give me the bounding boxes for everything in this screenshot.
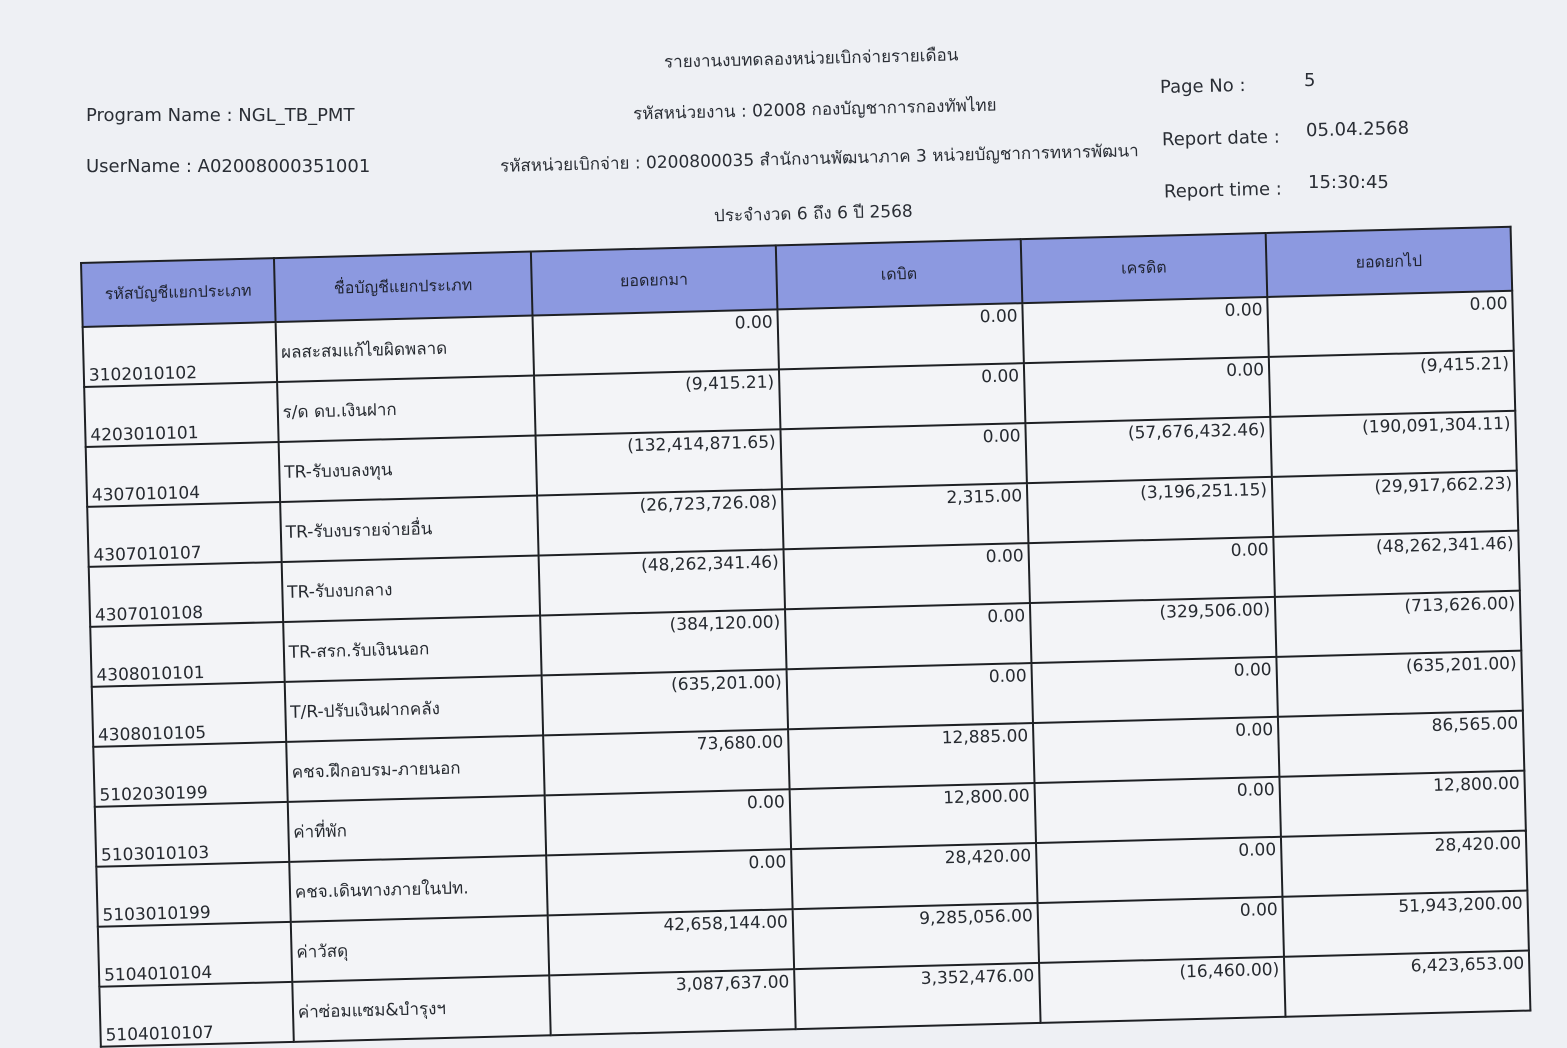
cell-credit: 0.00 bbox=[1022, 297, 1268, 363]
table-body bbox=[83, 291, 1531, 1047]
cell-closing-balance: (9,415.21) bbox=[1269, 351, 1516, 417]
cell-credit: (16,460.00) bbox=[1039, 957, 1285, 1023]
cell-account-name: คชจ.ฝึกอบรม-ภายนอก bbox=[286, 735, 545, 801]
cell-closing-balance: 0.00 bbox=[1267, 291, 1514, 357]
cell-account-code: 5103010103 bbox=[95, 802, 289, 867]
program-name: Program Name : NGL_TB_PMT bbox=[86, 105, 355, 126]
cell-debit: 0.00 bbox=[783, 543, 1029, 609]
cell-debit: 9,285,056.00 bbox=[792, 903, 1038, 969]
cell-account-code: 4307010107 bbox=[87, 502, 281, 567]
cell-debit: 0.00 bbox=[780, 423, 1026, 489]
cell-account-code: 4308010105 bbox=[92, 682, 286, 747]
cell-debit: 0.00 bbox=[785, 603, 1031, 669]
column-header-debit: เดบิต bbox=[776, 239, 1023, 309]
cell-opening-balance: 42,658,144.00 bbox=[548, 909, 794, 975]
cell-opening-balance: 73,680.00 bbox=[543, 729, 789, 795]
cell-account-name: TR-สรก.รับเงินนอก bbox=[283, 615, 542, 681]
report-title: รายงานงบทดลองหน่วยเบิกจ่ายรายเดือน bbox=[663, 45, 959, 73]
cell-opening-balance: 0.00 bbox=[546, 849, 792, 915]
agency-line: รหัสหน่วยงาน : 02008 กองบัญชาการกองทัพไทย bbox=[632, 95, 997, 125]
cell-closing-balance: 28,420.00 bbox=[1281, 831, 1528, 897]
cell-credit: 0.00 bbox=[1031, 657, 1277, 723]
cell-opening-balance: 0.00 bbox=[545, 789, 791, 855]
cell-closing-balance: (29,917,662.23) bbox=[1272, 471, 1519, 537]
cell-opening-balance: 0.00 bbox=[532, 309, 778, 375]
cell-credit: 0.00 bbox=[1024, 357, 1270, 423]
cell-credit: (329,506.00) bbox=[1030, 597, 1276, 663]
cell-opening-balance: (48,262,341.46) bbox=[538, 549, 784, 615]
cell-credit: 0.00 bbox=[1036, 837, 1282, 903]
cell-debit: 0.00 bbox=[779, 363, 1025, 429]
cell-account-code: 4307010104 bbox=[86, 442, 280, 507]
cell-closing-balance: (713,626.00) bbox=[1275, 591, 1522, 657]
cell-opening-balance: 3,087,637.00 bbox=[549, 969, 795, 1035]
cell-account-code: 5102030199 bbox=[93, 742, 287, 807]
cell-closing-balance: 12,800.00 bbox=[1279, 771, 1526, 837]
cell-account-name: ค่าที่พัก bbox=[288, 795, 547, 861]
cell-account-code: 3102010102 bbox=[83, 322, 277, 387]
cell-account-name: TR-รับงบกลาง bbox=[281, 555, 540, 621]
report-time-value: 15:30:45 bbox=[1308, 172, 1389, 193]
column-header-opening-balance: ยอดยกมา bbox=[531, 245, 778, 315]
trial-balance-table bbox=[80, 226, 1531, 1048]
cell-opening-balance: (635,201.00) bbox=[541, 669, 787, 735]
cell-account-name: คชจ.เดินทางภายในปท. bbox=[289, 855, 548, 921]
cell-debit: 12,800.00 bbox=[789, 783, 1035, 849]
cell-debit: 3,352,476.00 bbox=[794, 963, 1040, 1029]
period-line: ประจำงวด 6 ถึง 6 ปี 2568 bbox=[713, 201, 913, 227]
cell-account-code: 4308010101 bbox=[90, 622, 284, 687]
cell-closing-balance: (48,262,341.46) bbox=[1273, 531, 1520, 597]
cell-account-code: 5104010107 bbox=[99, 982, 293, 1047]
report-date-value: 05.04.2568 bbox=[1305, 117, 1410, 142]
column-header-closing-balance: ยอดยกไป bbox=[1266, 227, 1513, 297]
cell-debit: 12,885.00 bbox=[788, 723, 1034, 789]
cell-opening-balance: (384,120.00) bbox=[540, 609, 786, 675]
column-header-credit: เครดิต bbox=[1021, 233, 1268, 303]
cell-account-name: TR-รับงบลงทุน bbox=[278, 436, 537, 502]
cell-account-code: 5104010104 bbox=[98, 922, 292, 987]
cell-debit: 0.00 bbox=[777, 303, 1023, 369]
cell-debit: 2,315.00 bbox=[782, 483, 1028, 549]
cell-debit: 28,420.00 bbox=[791, 843, 1037, 909]
cell-debit: 0.00 bbox=[786, 663, 1032, 729]
cell-account-code: 4307010108 bbox=[89, 562, 283, 627]
cell-account-name: ค่าวัสดุ bbox=[291, 915, 550, 981]
cell-opening-balance: (9,415.21) bbox=[534, 369, 780, 435]
report-time-label: Report time : bbox=[1163, 178, 1283, 203]
cell-closing-balance: 6,423,653.00 bbox=[1284, 951, 1531, 1017]
page-no-label: Page No : bbox=[1159, 74, 1246, 99]
disbursing-unit-line: รหัสหน่วยเบิกจ่าย : 0200800035 สำนักงานพัฒนาภาค 3 หน่วยบัญชาการทหารพัฒนา bbox=[499, 141, 1139, 177]
cell-credit: 0.00 bbox=[1037, 897, 1283, 963]
cell-closing-balance: (190,091,304.11) bbox=[1270, 411, 1517, 477]
cell-closing-balance: 51,943,200.00 bbox=[1282, 891, 1529, 957]
cell-account-name: T/R-ปรับเงินฝากคลัง bbox=[284, 675, 543, 741]
column-header-account-code: รหัสบัญชีแยกประเภท bbox=[81, 258, 275, 327]
cell-credit: 0.00 bbox=[1034, 777, 1280, 843]
column-header-account-name: ชื่อบัญชีแยกประเภท bbox=[274, 252, 533, 322]
cell-opening-balance: (132,414,871.65) bbox=[535, 429, 781, 495]
cell-closing-balance: 86,565.00 bbox=[1278, 711, 1525, 777]
cell-closing-balance: (635,201.00) bbox=[1276, 651, 1523, 717]
cell-account-name: TR-รับงบรายจ่ายอื่น bbox=[280, 496, 539, 562]
cell-credit: 0.00 bbox=[1033, 717, 1279, 783]
username: UserName : A02008000351001 bbox=[86, 156, 371, 177]
cell-credit: (57,676,432.46) bbox=[1025, 417, 1271, 483]
cell-credit: (3,196,251.15) bbox=[1027, 477, 1273, 543]
report-date-label: Report date : bbox=[1161, 126, 1281, 151]
cell-opening-balance: (26,723,726.08) bbox=[537, 489, 783, 555]
cell-account-name: ค่าซ่อมแซม&บำรุงฯ bbox=[292, 975, 551, 1041]
cell-account-code: 4203010101 bbox=[84, 382, 278, 447]
cell-credit: 0.00 bbox=[1028, 537, 1274, 603]
cell-account-code: 5103010199 bbox=[96, 862, 290, 927]
page-no-value: 5 bbox=[1304, 70, 1316, 91]
cell-account-name: ผลสะสมแก้ไขผิดพลาด bbox=[275, 316, 534, 382]
cell-account-name: ร/ด ดบ.เงินฝาก bbox=[277, 376, 536, 442]
